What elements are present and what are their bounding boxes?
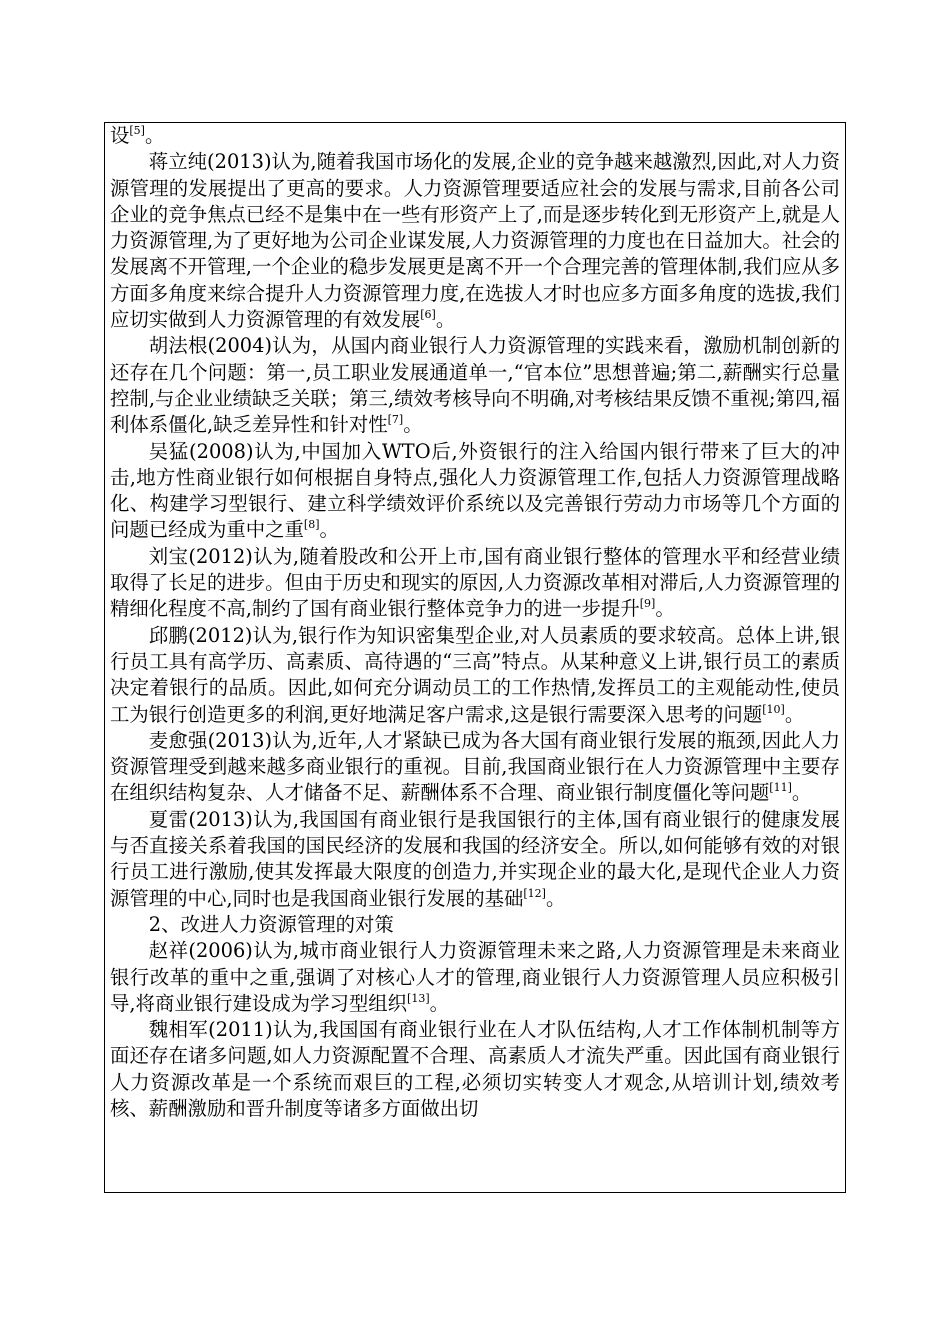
paragraph-text: 魏相军(2011)认为,我国国有商业银行业在人才队伍结构,人才工作体制机制等方面还存在诸多问题,如人力资源配置不合理、高素质人才流失严重。因此国有商业银行人力资源改革是一个系统而艰巨的工程,必须切实转变人才观念,从培训计划,绩效考核、薪酬激励和晋升制度等诸多方面做出切 <box>110 1018 840 1120</box>
paragraph-zhao <box>110 938 840 1017</box>
paragraph-tail: 。 <box>144 124 165 147</box>
paragraph-text: 刘宝(2012)认为,随着股改和公开上市,国有商业银行整体的管理水平和经营业绩取得了长足的进步。但由于历史和现实的原因,人力资源改革相对滞后,人力资源管理的精细化程度不高,制约了国有商业银行整体竞争力的进一步提升 <box>110 544 840 621</box>
citation-ref: [11] <box>769 781 792 795</box>
paragraph-xia <box>110 807 840 912</box>
citation-ref: [7] <box>387 413 404 427</box>
citation-ref: [12] <box>523 886 546 900</box>
paragraph-tail: 。 <box>435 308 456 332</box>
paragraph-liu <box>110 544 840 623</box>
paragraph-tail: 。 <box>403 413 423 437</box>
paragraph-text: 赵祥(2006)认为,城市商业银行人力资源管理未来之路,人力资源管理是未来商业银行改革的重中之重,强调了对核心人才的管理,商业银行人力资源管理人员应积极引导,将商业银行建设成为学习型组织 <box>110 939 840 1015</box>
paragraph-fragment <box>110 123 840 149</box>
paragraph-text: 夏雷(2013)认为,我国国有商业银行是我国银行的主体,国有商业银行的健康发展与否直接关系着我国的国民经济的发展和我国的经济安全。所以,如何能够有效的对银行员工进行激励,使其发挥最大限度的创造力,并实现企业的最大化,是现代企业人力资源管理的中心,同时也是我国商业银行发展的基础 <box>110 807 840 910</box>
document-body <box>105 123 845 1122</box>
citation-ref: [5] <box>129 124 145 137</box>
paragraph-qiu <box>110 623 840 728</box>
paragraph-text: 设 <box>110 124 130 147</box>
paragraph-wei <box>110 1017 840 1122</box>
paragraph-text: 吴猛(2008)认为,中国加入WTO后,外资银行的注入给国内银行带来了巨大的冲击,地方性商业银行如何根据自身特点,强化人力资源管理工作,包括人力资源管理战略化、构建学习型银行、建立科学绩效评价系统以及完善银行劳动力市场等几个方面的问题已经成为重中之重 <box>110 439 840 542</box>
citation-ref: [8] <box>303 518 320 532</box>
paragraph-mai <box>110 728 840 807</box>
paragraph-text: 胡法根(2004)认为，从国内商业银行人力资源管理的实践来看，激励机制创新的还存在几个问题：第一,员工职业发展通道单一,“官本位”思想普遍;第二,薪酬实行总量控制,与企业业绩缺乏关联；第三,绩效考核导向不明确,对考核结果反馈不重视;第四,福利体系僵化,缺乏差异性和针对性 <box>110 334 840 437</box>
paragraph-hu <box>110 333 840 438</box>
paragraph-text: 蒋立纯(2013)认为,随着我国市场化的发展,企业的竞争越来越激烈,因此,对人力资源管理的发展提出了更高的要求。人力资源管理要适应社会的发展与需求,目前各公司企业的竞争焦点已经不是集中在一些有形资产上了,而是逐步转化到无形资产上,就是人力资源管理,为了更好地为公司企业谋发展,人力资源管理的力度也在日益加大。社会的发展离不开管理,一个企业的稳步发展更是离不开一个合理完善的管理体制,我们应从多方面多角度来综合提升人力资源管理力度,在选拔人才时也应多方面多角度的选拔,我们应切实做到人力资源管理的有效发展 <box>110 150 840 332</box>
heading-text: 2、改进人力资源管理的对策 <box>148 912 394 936</box>
citation-ref: [9] <box>639 597 656 611</box>
section-heading <box>110 912 840 938</box>
citation-ref: [10] <box>762 702 785 716</box>
paragraph-jiang <box>110 149 840 333</box>
citation-ref: [13] <box>407 991 430 1005</box>
paragraph-tail: 。 <box>429 991 450 1015</box>
document-frame <box>104 122 846 1193</box>
paragraph-tail: 。 <box>655 597 675 621</box>
paragraph-text: 麦愈强(2013)认为,近年,人才紧缺已成为各大国有商业银行发展的瓶颈,因此人力资源管理受到越来越多商业银行的重视。目前,我国商业银行在人力资源管理中主要存在组织结构复杂、人才储备不足、薪酬体系不合理、商业银行制度僵化等问题 <box>110 728 840 805</box>
paragraph-wu <box>110 439 840 544</box>
paragraph-tail: 。 <box>784 702 805 726</box>
paragraph-tail: 。 <box>545 886 566 910</box>
paragraph-text: 邱鹏(2012)认为,银行作为知识密集型企业,对人员素质的要求较高。总体上讲,银行员工具有高学历、高素质、高待遇的“三高”特点。从某种意义上讲,银行员工的素质决定着银行的品质。因此,如何充分调动员工的工作热情,发挥员工的主观能动性,使员工为银行创造更多的利润,更好地满足客户需求,这是银行需要深入思考的问题 <box>110 623 840 726</box>
paragraph-tail: 。 <box>791 781 812 805</box>
paragraph-tail: 。 <box>319 518 339 542</box>
citation-ref: [6] <box>420 308 436 322</box>
